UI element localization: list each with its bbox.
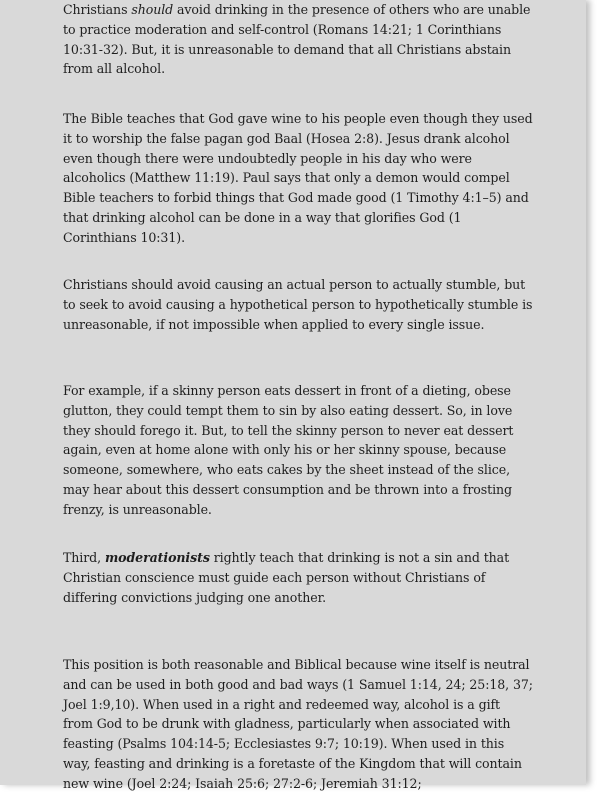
emphasis-should: should — [131, 2, 174, 17]
paragraph-1 — [63, 0, 533, 79]
paragraph-2: The Bible teaches that God gave wine to his people even though they used it to worship the false pagan god Baal (Hosea 2:8). Jesus drank alcohol even though there were undoubtedly people in his day who were alcoholics (Matthew 11:19). Paul says that only a demon would compel Bible teachers to forbid things that God made good (1 Timothy 4:1–5) and that drinking alcohol can be done in a way that glorifies God (1 Corinthians 10:31). — [63, 111, 533, 245]
paragraph-5-text-a: Third, — [63, 550, 105, 565]
emphasis-moderationists: moderationists — [104, 550, 210, 565]
paragraph-1-text-b: avoid drinking in the presence of others who are unable to practice moderation and self-control (Romans 14:21; 1 Corinthians 10:31-32). But, it is unreasonable to demand that all Christians abstain from all alcohol. — [63, 2, 531, 77]
paragraph-5-text-b: rightly teach that drinking is not a sin and that Christian conscience must guide each person without Christians of differing convictions judging one another. — [63, 550, 510, 605]
paragraph-6: This position is both reasonable and Biblical because wine itself is neutral and can be used in both good and bad ways (1 Samuel 1:14, 24; 25:18, 37; Joel 1:9,10). When used in a right and redeemed way, alcohol is a gift from God to be drunk with gladness, particularly when associated with feasting (Psalms 104:14-5; Ecclesiastes 9:7; 10:19). When used in this way, feasting and drinking is a foretaste of the Kingdom that will contain new wine (Joel 2:24; Isaiah 25:6; 27:2-6; Jeremiah 31:12; — [63, 657, 533, 791]
paragraph-1-text-a: Christians — [63, 2, 132, 17]
paragraph-4: For example, if a skinny person eats dessert in front of a dieting, obese glutton, they could tempt them to sin by also eating dessert. So, in love they should forego it. But, to tell the skinny person to never eat dessert again, even at home alone with only his or her skinny spouse, because someone, somewhere, who eats cakes by the sheet instead of the slice, may hear about this dessert consumption and be thrown into a frosting frenzy, is unreasonable. — [63, 383, 514, 517]
paragraph-5 — [63, 548, 533, 607]
paragraph-3: Christians should avoid causing an actual person to actually stumble, but to seek to avoid causing a hypothetical person to hypothetically stumble is unreasonable, if not impossible when applied to every single issue. — [63, 277, 533, 332]
